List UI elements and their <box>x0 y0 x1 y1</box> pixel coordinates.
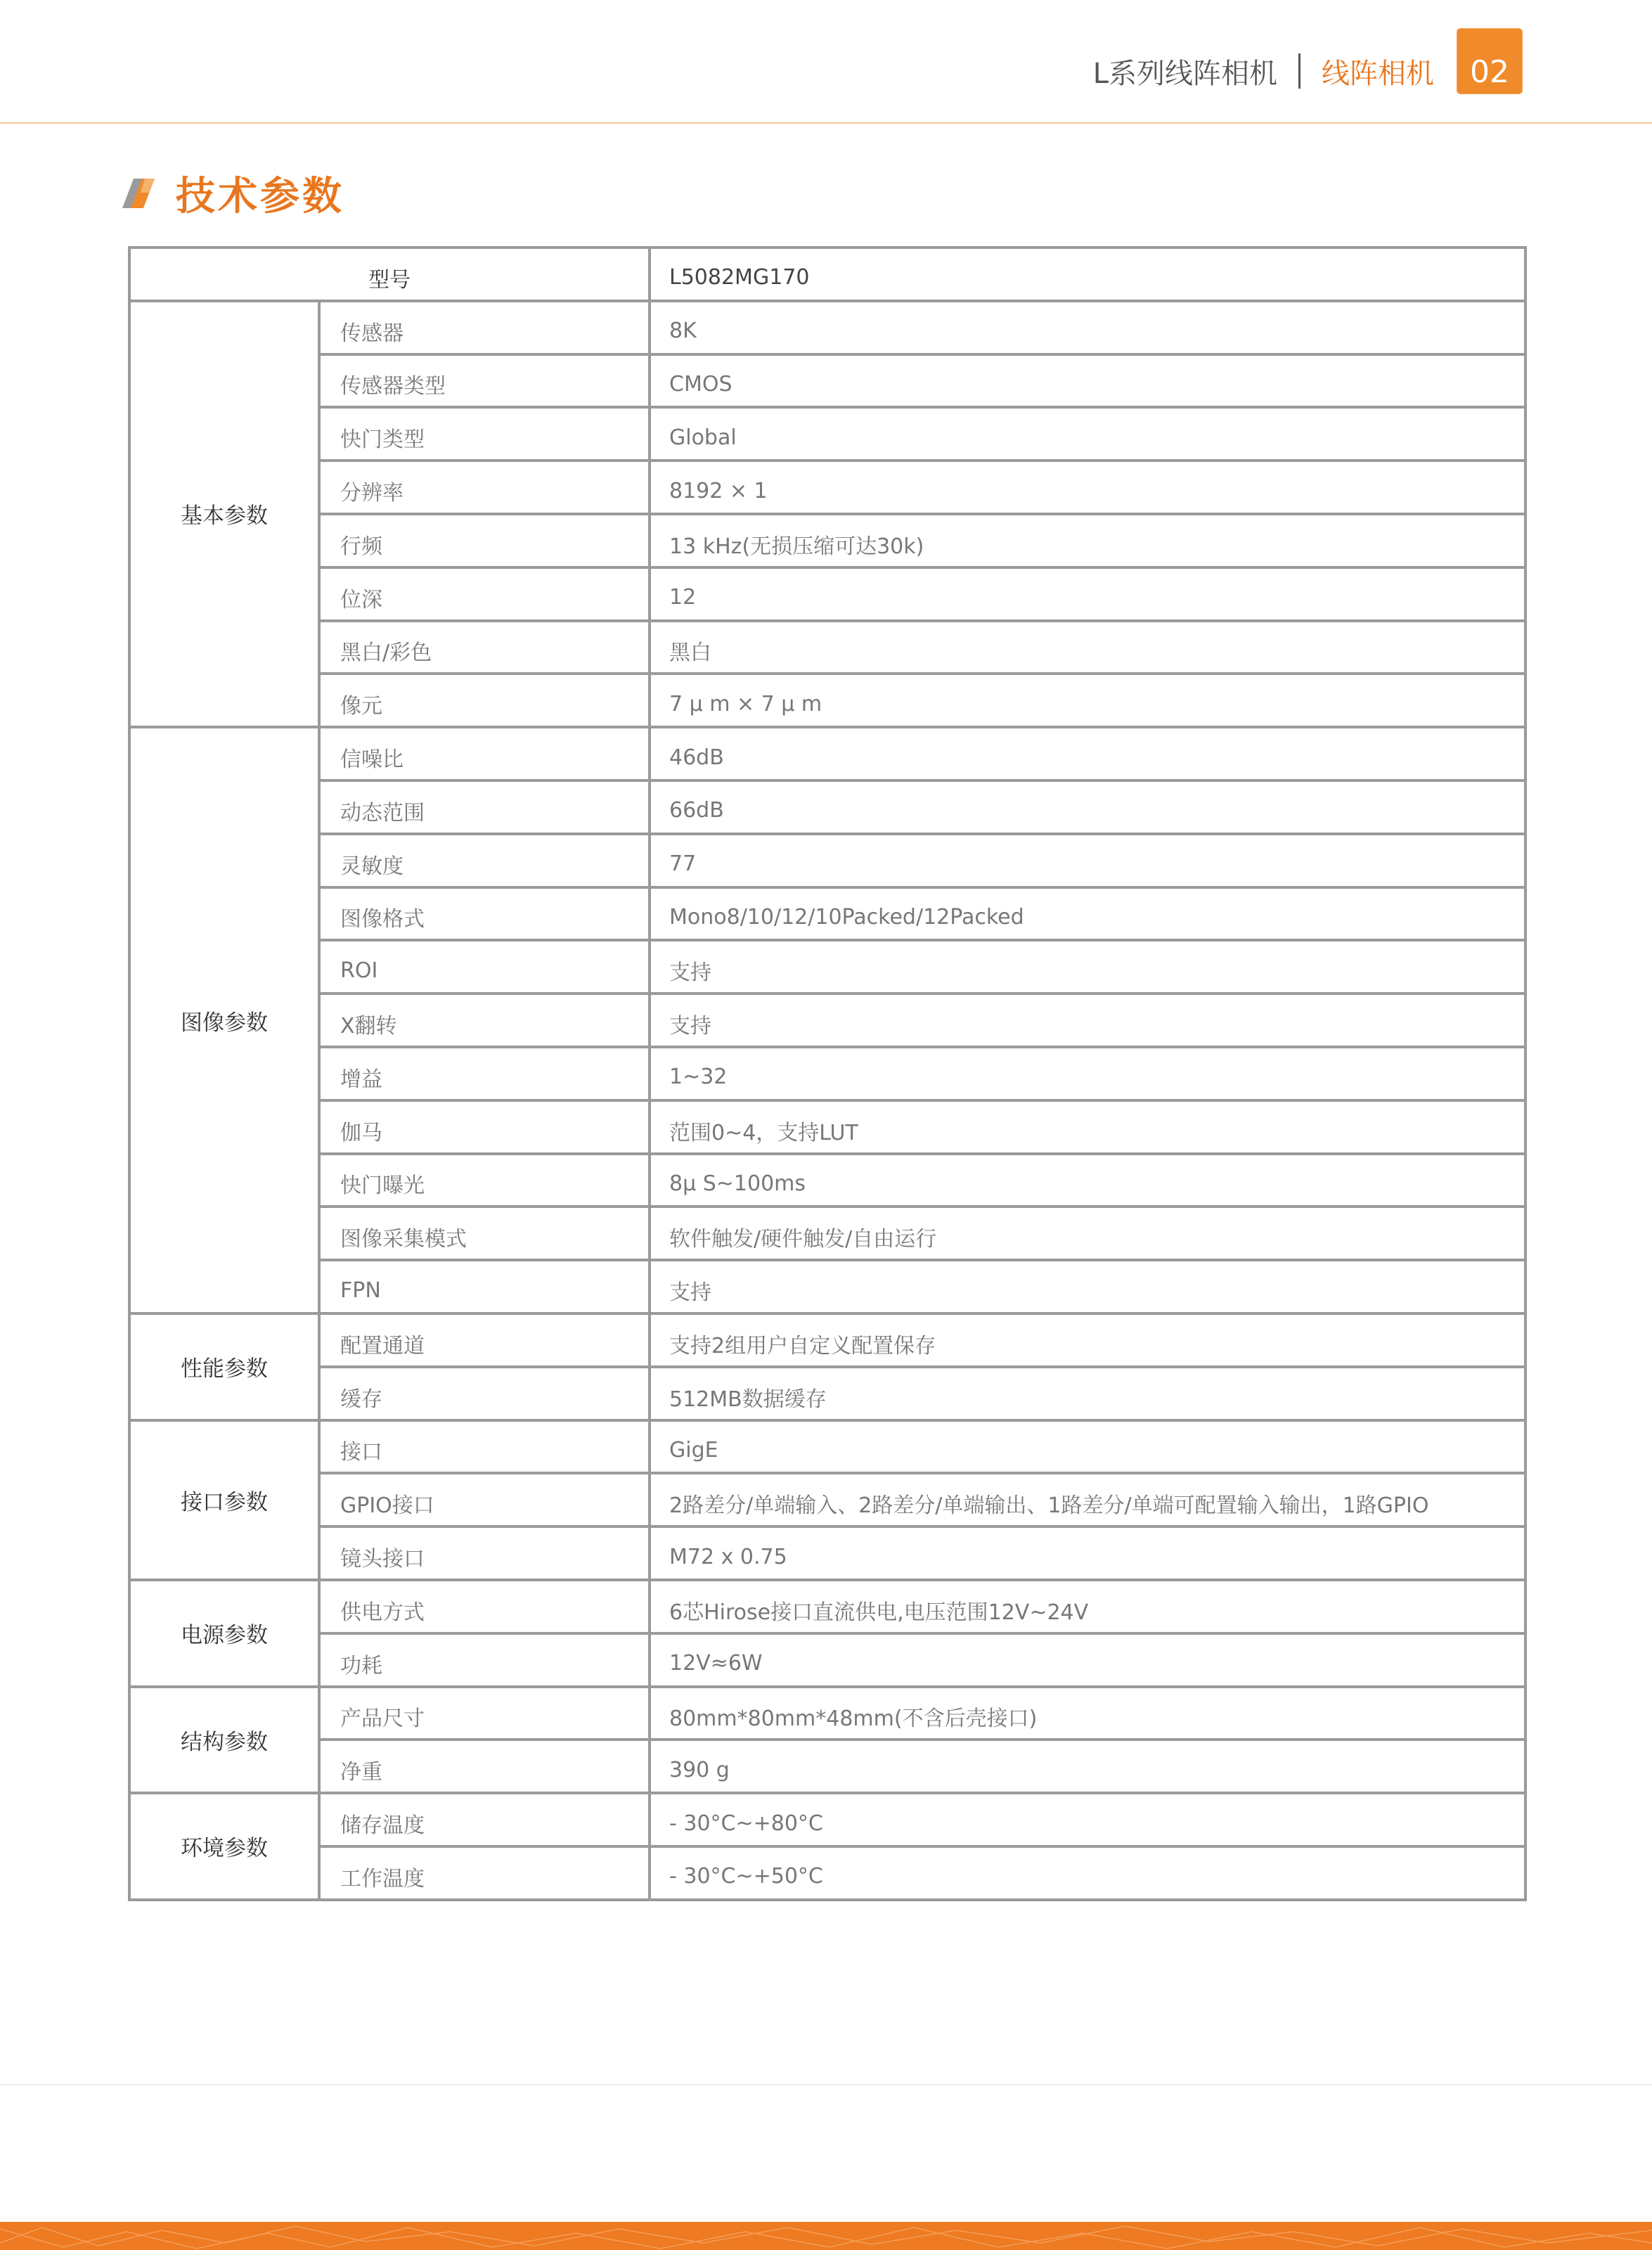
model-label: 型号 <box>129 248 650 301</box>
param-value: GigE <box>650 1420 1525 1474</box>
param-name: 缓存 <box>319 1367 650 1420</box>
breadcrumb-current: 线阵相机 <box>1322 57 1434 90</box>
param-name: 供电方式 <box>319 1580 650 1633</box>
footer-divider <box>0 2084 1652 2085</box>
param-value: 80mm*80mm*48mm(不含后壳接口) <box>650 1687 1525 1740</box>
group-label: 结构参数 <box>129 1687 319 1794</box>
param-value: - 30°C~+50°C <box>650 1846 1525 1900</box>
table-row <box>129 567 1525 621</box>
table-row <box>129 1687 1525 1740</box>
header-breadcrumb <box>1040 46 1434 96</box>
section-title: 技术参数 <box>176 174 344 219</box>
param-name: X翻转 <box>319 994 650 1047</box>
param-value: 软件触发/硬件触发/自由运行 <box>650 1207 1525 1260</box>
table-row <box>129 407 1525 461</box>
param-name: 信噪比 <box>319 727 650 780</box>
param-name: 配置通道 <box>319 1313 650 1367</box>
table-row <box>129 1526 1525 1580</box>
param-value: 6芯Hirose接口直流供电,电压范围12V~24V <box>650 1580 1525 1633</box>
table-row <box>129 1047 1525 1100</box>
table-row <box>129 887 1525 941</box>
table-row-model <box>129 248 1525 301</box>
param-value: 390 g <box>650 1740 1525 1793</box>
param-name: 分辨率 <box>319 461 650 514</box>
param-name: 位深 <box>319 567 650 621</box>
table-row <box>129 1580 1525 1633</box>
param-value: 支持 <box>650 1260 1525 1313</box>
param-value: 512MB数据缓存 <box>650 1367 1525 1420</box>
model-value: L5082MG170 <box>650 248 1525 301</box>
param-name: 产品尺寸 <box>319 1687 650 1740</box>
header-divider <box>0 122 1652 124</box>
param-name: GPIO接口 <box>319 1473 650 1526</box>
footer-band <box>0 2222 1652 2250</box>
param-value: 1~32 <box>650 1047 1525 1100</box>
param-value: 黑白 <box>650 621 1525 674</box>
group-label: 基本参数 <box>129 301 319 727</box>
slash-stripe-icon <box>121 176 156 211</box>
page-number-badge: 02 <box>1457 28 1523 94</box>
table-row <box>129 1793 1525 1846</box>
table-row <box>129 674 1525 727</box>
param-name: 图像采集模式 <box>319 1207 650 1260</box>
param-name: 功耗 <box>319 1633 650 1687</box>
breadcrumb-series: L系列线阵相机 <box>1092 57 1277 90</box>
table-row <box>129 940 1525 994</box>
param-name: FPN <box>319 1260 650 1313</box>
param-name: 传感器 <box>319 301 650 354</box>
param-name: 黑白/彩色 <box>319 621 650 674</box>
param-value: 12 <box>650 567 1525 621</box>
table-row <box>129 1367 1525 1420</box>
param-value: - 30°C~+80°C <box>650 1793 1525 1846</box>
param-value: 8192 × 1 <box>650 461 1525 514</box>
table-row <box>129 994 1525 1047</box>
table-row <box>129 1420 1525 1474</box>
table-row <box>129 780 1525 834</box>
group-label: 接口参数 <box>129 1420 319 1580</box>
table-row <box>129 1154 1525 1207</box>
table-row <box>129 514 1525 567</box>
param-value: 2路差分/单端输入、2路差分/单端输出、1路差分/单端可配置输入输出，1路GPIO <box>650 1473 1525 1526</box>
table-row <box>129 621 1525 674</box>
param-value: M72 x 0.75 <box>650 1526 1525 1580</box>
param-value: 46dB <box>650 727 1525 780</box>
param-value: 支持 <box>650 994 1525 1047</box>
param-value: 12V≈6W <box>650 1633 1525 1687</box>
param-name: 增益 <box>319 1047 650 1100</box>
table-row <box>129 727 1525 780</box>
param-name: 传感器类型 <box>319 354 650 408</box>
group-label: 电源参数 <box>129 1580 319 1687</box>
group-label: 性能参数 <box>129 1313 319 1420</box>
group-label: 图像参数 <box>129 727 319 1313</box>
param-name: ROI <box>319 940 650 994</box>
table-row <box>129 1100 1525 1154</box>
table-row <box>129 1846 1525 1900</box>
table-row <box>129 354 1525 408</box>
param-name: 工作温度 <box>319 1846 650 1900</box>
param-name: 快门曝光 <box>319 1154 650 1207</box>
table-row <box>129 461 1525 514</box>
param-value: Global <box>650 407 1525 461</box>
param-name: 储存温度 <box>319 1793 650 1846</box>
param-value: 8K <box>650 301 1525 354</box>
table-row <box>129 1313 1525 1367</box>
param-value: 13 kHz(无损压缩可达30k) <box>650 514 1525 567</box>
param-value: 范围0~4，支持LUT <box>650 1100 1525 1154</box>
param-value: Mono8/10/12/10Packed/12Packed <box>650 887 1525 941</box>
table-row <box>129 1633 1525 1687</box>
table-row <box>129 1473 1525 1526</box>
table-row <box>129 1260 1525 1313</box>
param-value: 支持2组用户自定义配置保存 <box>650 1313 1525 1367</box>
param-value: 支持 <box>650 940 1525 994</box>
group-label: 环境参数 <box>129 1793 319 1900</box>
param-name: 快门类型 <box>319 407 650 461</box>
param-value: 8μ S~100ms <box>650 1154 1525 1207</box>
spec-table <box>128 246 1527 1901</box>
table-row <box>129 834 1525 887</box>
param-value: 66dB <box>650 780 1525 834</box>
table-row <box>129 301 1525 354</box>
param-name: 像元 <box>319 674 650 727</box>
table-row <box>129 1740 1525 1793</box>
param-name: 图像格式 <box>319 887 650 941</box>
param-name: 镜头接口 <box>319 1526 650 1580</box>
breadcrumb-divider <box>1298 53 1301 89</box>
param-name: 接口 <box>319 1420 650 1474</box>
section-heading <box>121 162 344 225</box>
param-name: 伽马 <box>319 1100 650 1154</box>
param-name: 净重 <box>319 1740 650 1793</box>
table-row <box>129 1207 1525 1260</box>
param-value: 77 <box>650 834 1525 887</box>
param-name: 灵敏度 <box>319 834 650 887</box>
param-value: 7 μ m × 7 μ m <box>650 674 1525 727</box>
param-name: 动态范围 <box>319 780 650 834</box>
param-name: 行频 <box>319 514 650 567</box>
param-value: CMOS <box>650 354 1525 408</box>
